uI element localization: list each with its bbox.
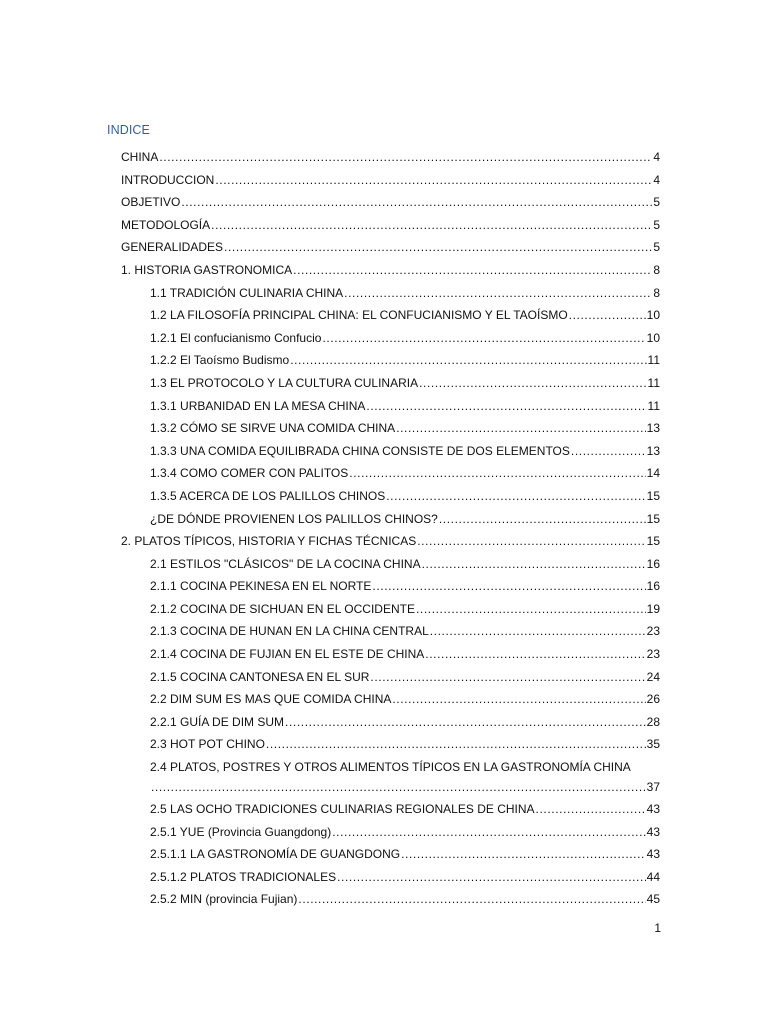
- toc-entry[interactable]: [0, 821, 768, 844]
- dot-leader: [372, 577, 645, 595]
- toc-entry[interactable]: [0, 711, 768, 734]
- toc-entry-label: 1.2.1 El confucianismo Confucio: [150, 330, 322, 345]
- dot-leader: [224, 238, 652, 256]
- dot-leader: [425, 645, 645, 663]
- toc-entry-line: [150, 464, 660, 482]
- toc-entry-page: 26: [646, 692, 660, 707]
- dot-leader: [401, 845, 646, 863]
- toc-entry-line: [150, 845, 660, 863]
- dot-leader: [419, 374, 646, 392]
- dot-leader: [181, 193, 652, 211]
- toc-entry-line: [150, 735, 660, 753]
- toc-entry[interactable]: [0, 575, 768, 598]
- toc-entry-line: [150, 510, 660, 528]
- toc-entry-label: 1.3.4 COMO COMER CON PALITOS: [150, 466, 349, 481]
- toc-entry-page: 8: [653, 262, 660, 277]
- dot-leader: [569, 306, 646, 324]
- dot-leader: [337, 868, 646, 886]
- toc-entry-page: 4: [653, 172, 660, 187]
- toc-entry-label: 1. HISTORIA GASTRONOMICA: [121, 262, 293, 277]
- toc-entry-page: 11: [647, 353, 660, 368]
- dot-leader: [430, 622, 646, 640]
- toc-entry-line: [150, 419, 660, 437]
- toc-entry-label: 2.5.1 YUE (Provincia Guangdong): [150, 824, 332, 839]
- dot-leader: [290, 351, 646, 369]
- toc-entry-page: 13: [646, 421, 660, 436]
- dot-leader: [211, 216, 652, 234]
- toc-entry-label: 2.5.1.1 LA GASTRONOMÍA DE GUANGDONG: [150, 847, 401, 862]
- toc-entry-line: [150, 823, 660, 841]
- dot-leader: [422, 555, 646, 573]
- toc-entry-page: 16: [646, 556, 660, 571]
- toc-entry[interactable]: [0, 733, 768, 756]
- toc-entry[interactable]: [0, 620, 768, 643]
- toc-entry[interactable]: [0, 236, 768, 259]
- toc-entry-page: 23: [646, 624, 660, 639]
- dot-leader: [386, 487, 645, 505]
- toc-entry-line: [121, 216, 660, 234]
- toc-entry-line: [150, 868, 660, 886]
- toc-entry-page: 8: [653, 285, 660, 300]
- toc-entry-page: 19: [646, 601, 660, 616]
- toc-entry-label: 2. PLATOS TÍPICOS, HISTORIA Y FICHAS TÉCNICAS: [121, 534, 417, 549]
- toc-entry[interactable]: [0, 146, 768, 169]
- toc-entry-page: 16: [646, 579, 660, 594]
- toc-entry-label: 1.2.2 El Taoísmo Budismo: [150, 353, 290, 368]
- toc-entry[interactable]: [0, 866, 768, 889]
- toc-entry-page: 44: [646, 869, 660, 884]
- toc-entry-label: GENERALIDADES: [121, 240, 224, 255]
- toc-entry-label: 1.3.1 URBANIDAD EN LA MESA CHINA: [150, 398, 366, 413]
- toc-entry-label: INTRODUCCION: [121, 172, 215, 187]
- toc-entry[interactable]: [0, 598, 768, 621]
- toc-entry-page: 5: [653, 195, 660, 210]
- toc-entry-label: 2.5.2 MIN (provincia Fujian): [150, 892, 298, 907]
- dot-leader: [332, 823, 645, 841]
- toc-entry-line: [150, 645, 660, 663]
- toc-entry[interactable]: [0, 349, 768, 372]
- toc-entry-label: 2.1.5 COCINA CANTONESA EN EL SUR: [150, 669, 370, 684]
- dot-leader: [439, 510, 646, 528]
- toc-entry-label: CHINA: [121, 150, 159, 164]
- toc-entry[interactable]: [0, 440, 768, 463]
- toc-entry-label: 2.2 DIM SUM ES MAS QUE COMIDA CHINA: [150, 692, 392, 707]
- toc-entry[interactable]: [0, 169, 768, 192]
- toc-entry[interactable]: [0, 666, 768, 689]
- toc-entry-line: [150, 890, 660, 908]
- toc-entry-line: [150, 778, 660, 796]
- toc-entry[interactable]: [0, 888, 768, 911]
- toc-entry-line: [150, 668, 660, 686]
- toc-entry-page: 24: [646, 669, 660, 684]
- toc-entry-line: [150, 622, 660, 640]
- toc-entry-line: [121, 171, 660, 189]
- dot-leader: [392, 690, 645, 708]
- toc-entry-page: 11: [647, 398, 660, 413]
- toc-entry-line: [150, 306, 660, 324]
- toc-entry-line: [150, 374, 660, 392]
- toc-entry[interactable]: [0, 508, 768, 531]
- dot-leader: [344, 284, 652, 302]
- toc-entry-line: [150, 329, 660, 347]
- toc-entry-page: 23: [646, 647, 660, 662]
- dot-leader: [536, 800, 646, 818]
- dot-leader: [366, 397, 646, 415]
- toc-entry-label: 2.5.1.2 PLATOS TRADICIONALES: [150, 869, 337, 884]
- toc-entry-line: [150, 555, 660, 573]
- toc-entry-line: [121, 532, 660, 550]
- toc-entry-line: [150, 577, 660, 595]
- toc-entry-label: 2.1.2 COCINA DE SICHUAN EN EL OCCIDENTE: [150, 601, 415, 616]
- toc-entry[interactable]: [0, 372, 768, 395]
- toc-heading: INDICE: [107, 123, 150, 137]
- toc-entry-label: 1.3.5 ACERCA DE LOS PALILLOS CHINOS: [150, 488, 386, 503]
- toc-entry[interactable]: [0, 798, 768, 821]
- toc-entry[interactable]: [0, 688, 768, 711]
- dot-leader: [396, 419, 645, 437]
- toc-entry-label: 2.4 PLATOS, POSTRES Y OTROS ALIMENTOS TÍPICOS EN LA GASTRONOMÍA CHINA: [150, 760, 631, 775]
- dot-leader: [349, 464, 645, 482]
- toc-entry[interactable]: [0, 756, 768, 798]
- page-number: 1: [654, 921, 661, 935]
- toc-entry-line: [121, 193, 660, 211]
- toc-entry-label: 2.1.3 COCINA DE HUNAN EN LA CHINA CENTRAL: [150, 624, 429, 639]
- toc-entry[interactable]: [0, 643, 768, 666]
- toc-entry[interactable]: [0, 259, 768, 282]
- dot-leader: [159, 148, 652, 166]
- toc-entry[interactable]: [0, 417, 768, 440]
- toc-entry[interactable]: [0, 843, 768, 866]
- dot-leader: [293, 261, 652, 279]
- toc-entry[interactable]: [0, 304, 768, 327]
- toc-entry[interactable]: [0, 191, 768, 214]
- dot-leader: [298, 890, 645, 908]
- toc-entry-page: 14: [646, 466, 660, 481]
- toc-entry-line: [121, 148, 660, 166]
- toc-entry-page: 35: [646, 737, 660, 752]
- toc-entry[interactable]: [0, 327, 768, 350]
- toc-entry[interactable]: [0, 553, 768, 576]
- toc-entry-page: 10: [646, 308, 660, 323]
- toc-entry-page: 43: [646, 824, 660, 839]
- dot-leader: [266, 735, 646, 753]
- table-of-contents: [0, 146, 768, 911]
- toc-entry-label: ¿DE DÓNDE PROVIENEN LOS PALILLOS CHINOS?: [150, 511, 438, 526]
- toc-entry[interactable]: [0, 462, 768, 485]
- toc-entry[interactable]: [0, 530, 768, 553]
- toc-entry-label: 2.1.1 COCINA PEKINESA EN EL NORTE: [150, 579, 372, 594]
- toc-entry-page: 45: [646, 892, 660, 907]
- dot-leader: [322, 329, 645, 347]
- toc-entry-line: [150, 284, 660, 302]
- toc-entry-label: METODOLOGÍA: [121, 217, 211, 232]
- dot-leader: [370, 668, 645, 686]
- toc-entry-label: 2.1 ESTILOS "CLÁSICOS" DE LA COCINA CHINA: [150, 556, 421, 571]
- toc-entry-page: 11: [647, 375, 660, 390]
- toc-entry-page: 4: [653, 150, 660, 164]
- toc-entry-line: [150, 442, 660, 460]
- toc-entry-label: OBJETIVO: [121, 195, 181, 210]
- toc-entry-line: [150, 397, 660, 415]
- toc-entry-page: 43: [646, 847, 660, 862]
- toc-entry-label: 1.2 LA FILOSOFÍA PRINCIPAL CHINA: EL CONFUCIANISMO Y EL TAOÍSMO: [150, 308, 568, 323]
- toc-entry-line: [150, 600, 660, 618]
- toc-entry-label: 1.3.3 UNA COMIDA EQUILIBRADA CHINA CONSISTE DE DOS ELEMENTOS: [150, 443, 570, 458]
- toc-entry-page: 10: [646, 330, 660, 345]
- toc-entry-label: 1.3 EL PROTOCOLO Y LA CULTURA CULINARIA: [150, 375, 419, 390]
- toc-entry[interactable]: [0, 395, 768, 418]
- toc-entry-line: [150, 713, 660, 731]
- toc-entry-page: 15: [646, 488, 660, 503]
- toc-entry-line: [150, 690, 660, 708]
- toc-entry-page: 37: [646, 780, 660, 795]
- dot-leader: [417, 532, 645, 550]
- toc-entry-label: 2.1.4 COCINA DE FUJIAN EN EL ESTE DE CHINA: [150, 647, 425, 662]
- dot-leader: [151, 778, 646, 796]
- toc-entry[interactable]: [0, 214, 768, 237]
- toc-entry-line: [150, 487, 660, 505]
- toc-entry[interactable]: [0, 485, 768, 508]
- dot-leader: [215, 171, 652, 189]
- toc-entry-page: 43: [646, 802, 660, 817]
- toc-entry-line: [121, 261, 660, 279]
- toc-entry-page: 5: [653, 240, 660, 255]
- dot-leader: [285, 713, 646, 731]
- toc-entry-label: 2.2.1 GUÍA DE DIM SUM: [150, 714, 285, 729]
- toc-entry-label: 1.1 TRADICIÓN CULINARIA CHINA: [150, 285, 344, 300]
- toc-entry-page: 28: [646, 714, 660, 729]
- toc-entry-line: [150, 351, 660, 369]
- toc-entry[interactable]: [0, 282, 768, 305]
- toc-entry-page: 15: [646, 511, 660, 526]
- toc-entry-label: 2.5 LAS OCHO TRADICIONES CULINARIAS REGIONALES DE CHINA: [150, 802, 535, 817]
- toc-entry-line: [121, 238, 660, 256]
- toc-entry-page: 13: [646, 443, 660, 458]
- toc-entry-label: 1.3.2 CÓMO SE SIRVE UNA COMIDA CHINA: [150, 421, 396, 436]
- toc-entry-line: [150, 800, 660, 818]
- dot-leader: [571, 442, 646, 460]
- toc-entry-page: 5: [653, 217, 660, 232]
- dot-leader: [416, 600, 646, 618]
- toc-entry-label: 2.3 HOT POT CHINO: [150, 737, 265, 752]
- toc-entry-page: 15: [646, 534, 660, 549]
